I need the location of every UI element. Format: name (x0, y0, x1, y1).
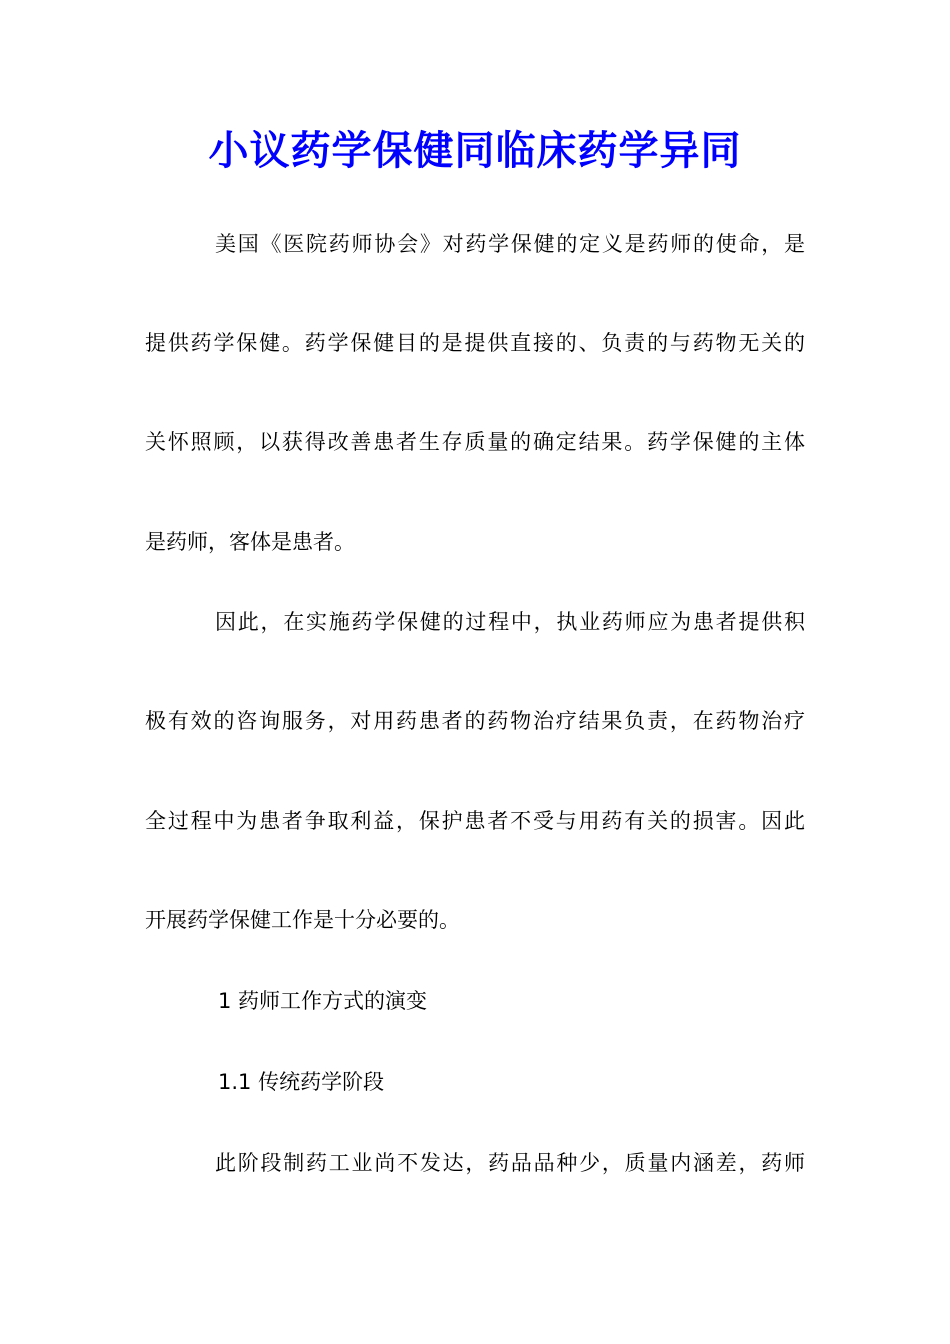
paragraph-1-line-4: 是药师，客体是患者。 (145, 530, 355, 554)
document-title: 小议药学保健同临床药学异同 (208, 127, 742, 174)
paragraph-2-line-1: 因此，在实施药学保健的过程中，执业药师应为患者提供积 (215, 610, 805, 634)
section-heading-1-1: 1.1 传统药学阶段 (218, 1070, 385, 1094)
paragraph-2-line-2: 极有效的咨询服务，对用药患者的药物治疗结果负责，在药物治疗 (145, 709, 805, 733)
paragraph-2-line-3: 全过程中为患者争取利益，保护患者不受与用药有关的损害。因此 (145, 809, 805, 833)
paragraph-1-line-1: 美国《医院药师协会》对药学保健的定义是药师的使命，是 (215, 232, 805, 256)
paragraph-1-line-3: 关怀照顾，以获得改善患者生存质量的确定结果。药学保健的主体 (145, 430, 805, 454)
section-heading-1: 1 药师工作方式的演变 (218, 989, 428, 1013)
paragraph-2-line-4: 开展药学保健工作是十分必要的。 (145, 908, 460, 932)
paragraph-1-line-2: 提供药学保健。药学保健目的是提供直接的、负责的与药物无关的 (145, 331, 805, 355)
paragraph-3-line-1: 此阶段制药工业尚不发达，药品品种少，质量内涵差，药师 (215, 1151, 805, 1175)
